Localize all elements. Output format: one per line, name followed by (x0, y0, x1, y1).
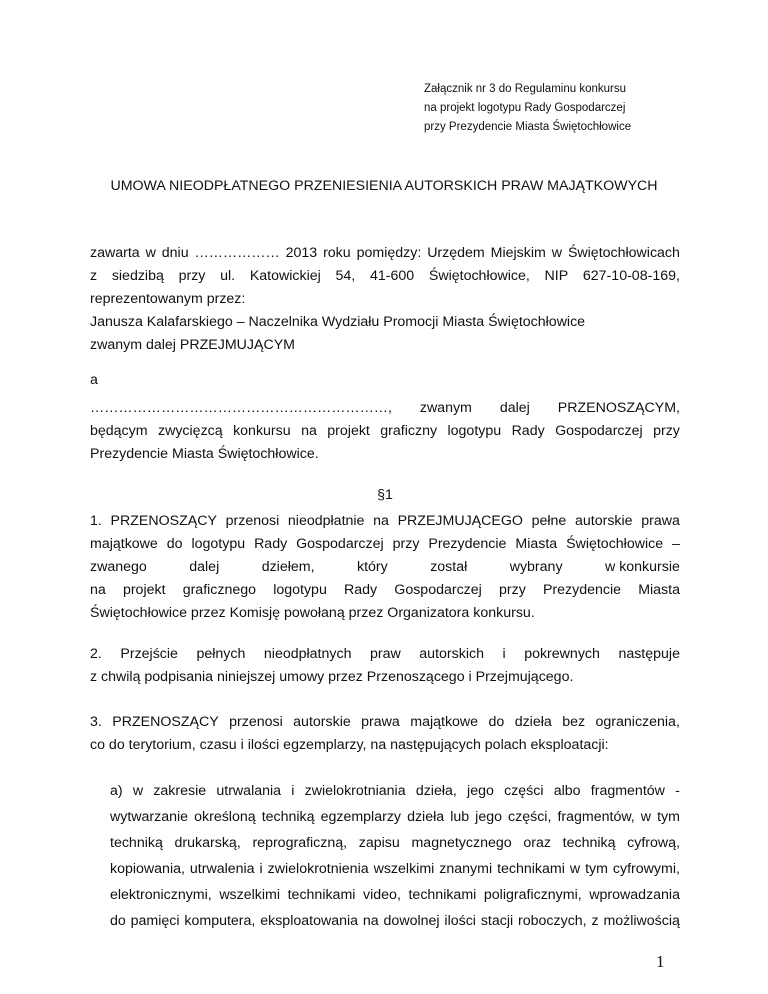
justified-word: Urzędem (427, 245, 485, 261)
justified-word: logotypu (273, 582, 327, 598)
justified-word: w (132, 783, 144, 799)
conjunction-a: a (90, 372, 98, 388)
justified-word: zwycięzcą (158, 423, 223, 439)
justified-word: Miejskim (490, 245, 546, 261)
justified-word: nieodpłatnych (263, 646, 352, 662)
subpoint-a-line-1 (110, 778, 680, 804)
justified-word: egzemplarzy (320, 809, 402, 825)
intro-line-4: Janusza Kalafarskiego – Naczelnika Wydziału Promocji Miasta Świętochłowice (90, 314, 586, 330)
justified-word: utrwalenia (189, 861, 255, 877)
attachment-note-line-3: przy Prezydencie Miasta Świętochłowice (424, 121, 632, 133)
justified-word: zwielokrotnienia (267, 861, 369, 877)
justified-word: wprowadzania (589, 887, 680, 903)
justified-word: majątkowe (90, 536, 158, 552)
justified-word: dzieła (514, 714, 552, 730)
justified-word: oraz (523, 835, 551, 851)
justified-word: określoną (194, 809, 256, 825)
justified-word: dalej (499, 400, 530, 416)
point-2-line-1 (90, 643, 680, 666)
subpoint-a-paragraph (110, 778, 680, 934)
justified-word: 627-10-08-169, (582, 268, 680, 284)
justified-word: PRZENOSZĄCY (110, 513, 217, 529)
point-1-paragraph (90, 510, 680, 625)
justified-word: Miasta (638, 582, 680, 598)
justified-word: pełne (531, 513, 567, 529)
justified-word: Rady (511, 423, 545, 439)
section-mark: §1 (377, 487, 393, 503)
attachment-note (424, 80, 724, 137)
justified-word: przy (392, 536, 420, 552)
justified-word: części, (508, 809, 552, 825)
justified-word: praw (370, 646, 401, 662)
justified-word: Świętochłowicach (567, 245, 680, 261)
justified-word: znanymi (439, 861, 493, 877)
justified-word: elektronicznymi, (110, 887, 212, 903)
intro-line-2 (90, 265, 680, 288)
justified-word: Katowickiej (249, 268, 321, 284)
justified-word: możliwością (603, 913, 680, 929)
justified-word: techniką (110, 835, 163, 851)
justified-word: który (356, 559, 388, 575)
justified-word: roku (323, 245, 351, 261)
justified-word: cyfrową, (627, 835, 680, 851)
justified-word: przenosi (229, 714, 283, 730)
document-title: UMOWA NIEODPŁATNEGO PRZENIESIENIA AUTORSKICH PRAW MAJĄTKOWYCH (110, 178, 658, 194)
subpoint-a-line-3 (110, 830, 680, 856)
justified-word: przy (498, 582, 526, 598)
justified-word: Gospodarczej (555, 423, 643, 439)
justified-word: ilości (444, 913, 476, 929)
justified-word: utrwalania (216, 783, 282, 799)
justified-word: komputera, (184, 913, 256, 929)
point-2-paragraph (90, 643, 680, 689)
justified-word: prawa (641, 513, 680, 529)
justified-word: projekt (327, 423, 370, 439)
intro-paragraph (90, 242, 680, 357)
justified-word: Prezydencie (428, 536, 507, 552)
attachment-note-line-1: Załącznik nr 3 do Regulaminu konkursu (424, 83, 626, 95)
justified-word: w (145, 245, 156, 261)
justified-word: i (291, 783, 295, 799)
justified-word: video, (363, 887, 401, 903)
justified-word: zwanym (419, 400, 472, 416)
point-3-line-1 (90, 711, 680, 734)
justified-word: Świętochłowice, (428, 268, 530, 284)
page-number: 1 (656, 952, 665, 971)
justified-word: Przejście (120, 646, 178, 662)
justified-word: albo (553, 783, 581, 799)
justified-word: reprograficzną, (252, 835, 348, 851)
justified-word: pokrewnych (524, 646, 600, 662)
justified-word: roboczych, (518, 913, 587, 929)
justified-word: dzieła (407, 809, 445, 825)
justified-word: na (373, 513, 389, 529)
justified-word: Gospodarczej (296, 536, 384, 552)
point-1-line-5: Świętochłowice przez Komisję powołaną przez Organizatora konkursu. (90, 605, 535, 621)
justified-word: i (259, 861, 263, 877)
justified-word: technikami (408, 887, 477, 903)
justified-word: nieodpłatnie (287, 513, 365, 529)
justified-word: 54, (335, 268, 356, 284)
justified-word: Miasta (515, 536, 558, 552)
justified-word: dowolnej (383, 913, 440, 929)
justified-word: logotypu (447, 423, 502, 439)
justified-word: – (672, 536, 680, 552)
intro-line-1 (90, 242, 680, 265)
subpoint-a-line-5 (110, 882, 680, 908)
justified-word: eksploatowania (260, 913, 359, 929)
justified-word: w konkursie (605, 559, 680, 575)
justified-word: pomiędzy: (356, 245, 422, 261)
justified-word: technikami (497, 861, 565, 877)
justified-word: graficzny (380, 423, 438, 439)
justified-word: pamięci (130, 913, 180, 929)
justified-word: PRZENOSZĄCYM, (557, 400, 680, 416)
justified-word: lub (450, 809, 470, 825)
subpoint-a-line-6 (110, 908, 680, 934)
justified-word: zwielokrotniania (304, 783, 406, 799)
justified-word: autorskie (574, 513, 633, 529)
point-1-line-3 (90, 556, 680, 579)
justified-word: wszelkimi (373, 861, 435, 877)
justified-word: jego (467, 783, 494, 799)
justified-word: zakresie (153, 783, 207, 799)
justified-word: przy (653, 423, 680, 439)
justified-word: do (166, 536, 183, 552)
justified-word: 1. (90, 513, 102, 529)
justified-word: prawa (361, 714, 400, 730)
point-3-paragraph (90, 711, 680, 757)
justified-word: cyfrowymi, (612, 861, 680, 877)
justified-word: wytwarzanie (110, 809, 189, 825)
justified-word: części (504, 783, 544, 799)
justified-word: ograniczenia, (595, 714, 680, 730)
justified-word: 2013 (285, 245, 318, 261)
justified-word: PRZENOSZĄCY (112, 714, 219, 730)
justified-word: NIP (544, 268, 569, 284)
justified-word: jego (475, 809, 502, 825)
justified-word: w (640, 809, 652, 825)
justified-word: wybrany (509, 559, 563, 575)
justified-word: został (430, 559, 468, 575)
justified-word: do (488, 714, 505, 730)
justified-word: stacji (480, 913, 514, 929)
justified-word: graficznego (182, 582, 257, 598)
justified-word: Świętochłowice (566, 536, 664, 552)
justified-word: drukarską, (174, 835, 241, 851)
justified-word: 3. (90, 714, 102, 730)
justified-word: z (90, 268, 98, 284)
justified-word: a) (110, 783, 123, 799)
justified-word: fragmentów, (557, 809, 635, 825)
justified-word: zwanego (90, 559, 147, 575)
justified-word: na (301, 423, 317, 439)
point-1-line-2 (90, 533, 680, 556)
justified-word: z (591, 913, 599, 929)
second-party-line-2 (90, 420, 680, 443)
justified-word: 41-600 (369, 268, 415, 284)
second-party-paragraph (90, 369, 680, 466)
justified-word: następuje (618, 646, 680, 662)
justified-word: technikami (287, 887, 356, 903)
justified-word: ul. (220, 268, 236, 284)
justified-word: dziełem, (261, 559, 315, 575)
justified-word: w (551, 245, 563, 261)
justified-word: logotypu (191, 536, 246, 552)
justified-word: do (110, 913, 126, 929)
justified-word: techniką (562, 835, 616, 851)
justified-word: na (90, 582, 106, 598)
justified-word: - (675, 783, 680, 799)
justified-word: siedzibą (111, 268, 164, 284)
subpoint-a-line-4 (110, 856, 680, 882)
point-3-line-2: co do terytorium, czasu i ilości egzemplarzy, na następujących polach eksploatacji: (90, 737, 609, 753)
justified-word: Rady (344, 582, 378, 598)
justified-word: pełnych (196, 646, 246, 662)
justified-word: dalej (189, 559, 220, 575)
justified-word: na (362, 913, 379, 929)
justified-word: techniką (261, 809, 315, 825)
justified-word: Prezydencie (542, 582, 622, 598)
point-1-line-4 (90, 579, 680, 602)
justified-word: Rady (254, 536, 288, 552)
justified-word: fragmentów (590, 783, 665, 799)
justified-word: ……………… (194, 245, 280, 261)
attachment-note-line-2: na projekt logotypu Rady Gospodarczej (424, 102, 626, 114)
justified-word: przenosi (225, 513, 280, 529)
justified-word: autorskich (419, 646, 484, 662)
justified-word: tym (657, 809, 680, 825)
justified-word: będącym (90, 423, 148, 439)
justified-word: projekt (122, 582, 166, 598)
second-party-line-3: Prezydencie Miasta Świętochłowice. (90, 446, 319, 462)
justified-word: zawarta (90, 245, 140, 261)
second-party-line-1 (90, 397, 680, 420)
justified-word: zapisu (358, 835, 400, 851)
justified-word: bez (562, 714, 586, 730)
point-2-line-2: z chwilą podpisania niniejszej umowy przez Przenoszącego i Przejmującego. (90, 669, 574, 685)
justified-word: 2. (90, 646, 102, 662)
justified-word: kopiowania, (110, 861, 185, 877)
justified-word: poligraficznymi, (483, 887, 582, 903)
justified-word: dniu (161, 245, 189, 261)
justified-word: dzieła, (415, 783, 457, 799)
justified-word: Gospodarczej (394, 582, 482, 598)
subpoint-a-line-2 (110, 804, 680, 830)
justified-word: ………………………………………………………, (90, 400, 392, 416)
justified-word: przy (178, 268, 206, 284)
justified-word: konkursu (233, 423, 291, 439)
intro-line-5: zwanym dalej PRZEJMUJĄCYM (90, 337, 295, 353)
justified-word: w (569, 861, 581, 877)
justified-word: wszelkimi (219, 887, 281, 903)
justified-word: tym (585, 861, 608, 877)
point-1-line-1 (90, 510, 680, 533)
justified-word: majątkowe (410, 714, 479, 730)
justified-word: PRZEJMUJĄCEGO (397, 513, 523, 529)
justified-word: magnetycznego (411, 835, 512, 851)
justified-word: autorskie (293, 714, 351, 730)
intro-line-3: reprezentowanym przez: (90, 291, 246, 307)
justified-word: i (502, 646, 506, 662)
